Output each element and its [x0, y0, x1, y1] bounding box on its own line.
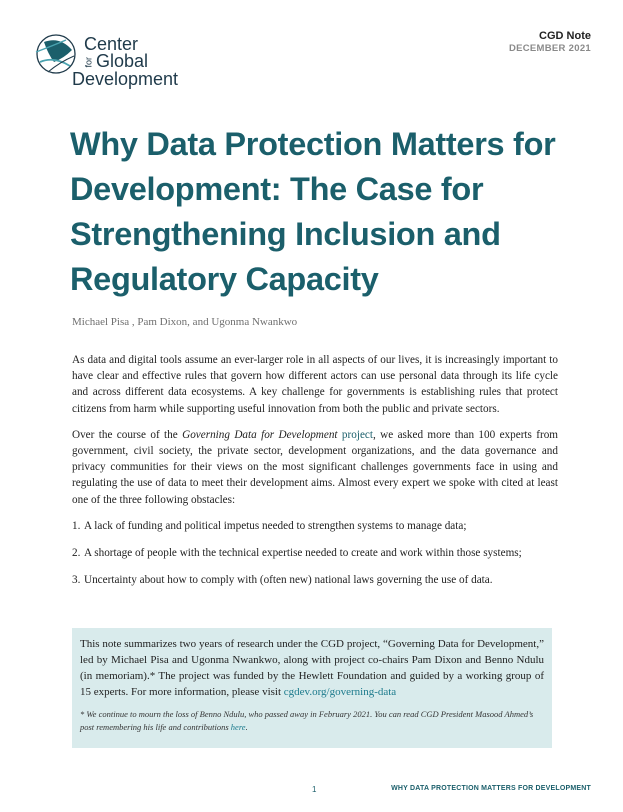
body-text: [72, 352, 558, 599]
note-type: CGD Note: [539, 30, 591, 42]
p2-project-title: Governing Data for Development: [182, 428, 338, 441]
list-number: 1.: [72, 519, 81, 532]
summary-text: [80, 636, 544, 700]
governing-data-link[interactable]: cgdev.org/governing-data: [283, 686, 397, 698]
note-header: [509, 30, 591, 54]
logo-global: Global: [96, 51, 149, 71]
list-item: [72, 545, 558, 561]
obstacles-list: [72, 518, 558, 589]
list-item: [72, 572, 558, 588]
list-item: [72, 518, 558, 534]
running-title: WHY DATA PROTECTION MATTERS FOR DEVELOPMENT: [391, 785, 591, 792]
summary-box: [72, 628, 552, 748]
authors: Michael Pisa , Pam Dixon, and Ugonma Nwankwo: [72, 316, 298, 328]
logo-wordmark: [72, 34, 179, 89]
document-title: Why Data Protection Matters for Development: The Case for Strengthening Inclusion and Regulatory Capacity: [70, 126, 556, 297]
summary-body: This note summarizes two years of research under the CGD project, “Governing Data for Development,” led by Michael Pisa and Ugonma Nwankwo, along with project co-chairs Pam Dixon and Benno Ndulu (in memoriam).* The project was funded by the Hewlett Foundation and guided by a working group of 15 experts. For more information, please visit: [80, 638, 544, 698]
logo-for: for: [83, 56, 94, 68]
list-number: 3.: [72, 574, 81, 587]
paragraph-project: [72, 427, 558, 508]
logo-line-3: Development: [72, 69, 179, 89]
footnote: [80, 708, 544, 734]
list-number: 2.: [72, 547, 81, 560]
p2-before: Over the course of the: [72, 428, 183, 441]
project-link[interactable]: project: [337, 428, 373, 441]
list-text: A shortage of people with the technical expertise needed to create and work within those systems;: [84, 547, 522, 560]
p2-after: , we asked more than 100 experts from government, civil society, the private sector, development organizations, and the data governance and privacy communities for their views on the most significant challenges governments face in using and regulating the use of data to meet their development aims. Almost every expert we spoke with cited at least one of the three following obstacles:: [72, 428, 559, 506]
footnote-text: * We continue to mourn the loss of Benno Ndulu, who passed away in February 2021. You can read CGD President Masood Ahmed’s post remembering his life and contributions: [80, 709, 534, 732]
note-date: DECEMBER 2021: [508, 43, 591, 54]
list-text: Uncertainty about how to comply with (often new) national laws governing the use of data.: [84, 574, 493, 587]
page-number: 1: [312, 785, 317, 794]
footnote-here-link[interactable]: here: [230, 722, 246, 732]
logo-line-1: Center: [84, 34, 139, 54]
paragraph-intro: As data and digital tools assume an ever-larger role in all aspects of our lives, it is increasingly important to have clear and effective rules that govern how different actors can use personal data through its life cycle and across different data ecosystems. A key challenge for governments is establishing rules that protect citizens from harm while supporting useful innovation from both the public and private sectors.: [72, 354, 558, 415]
cgd-logo[interactable]: [30, 30, 180, 94]
list-text: A lack of funding and political impetus needed to strengthen systems to manage data;: [84, 519, 467, 532]
footnote-end: .: [245, 722, 248, 732]
